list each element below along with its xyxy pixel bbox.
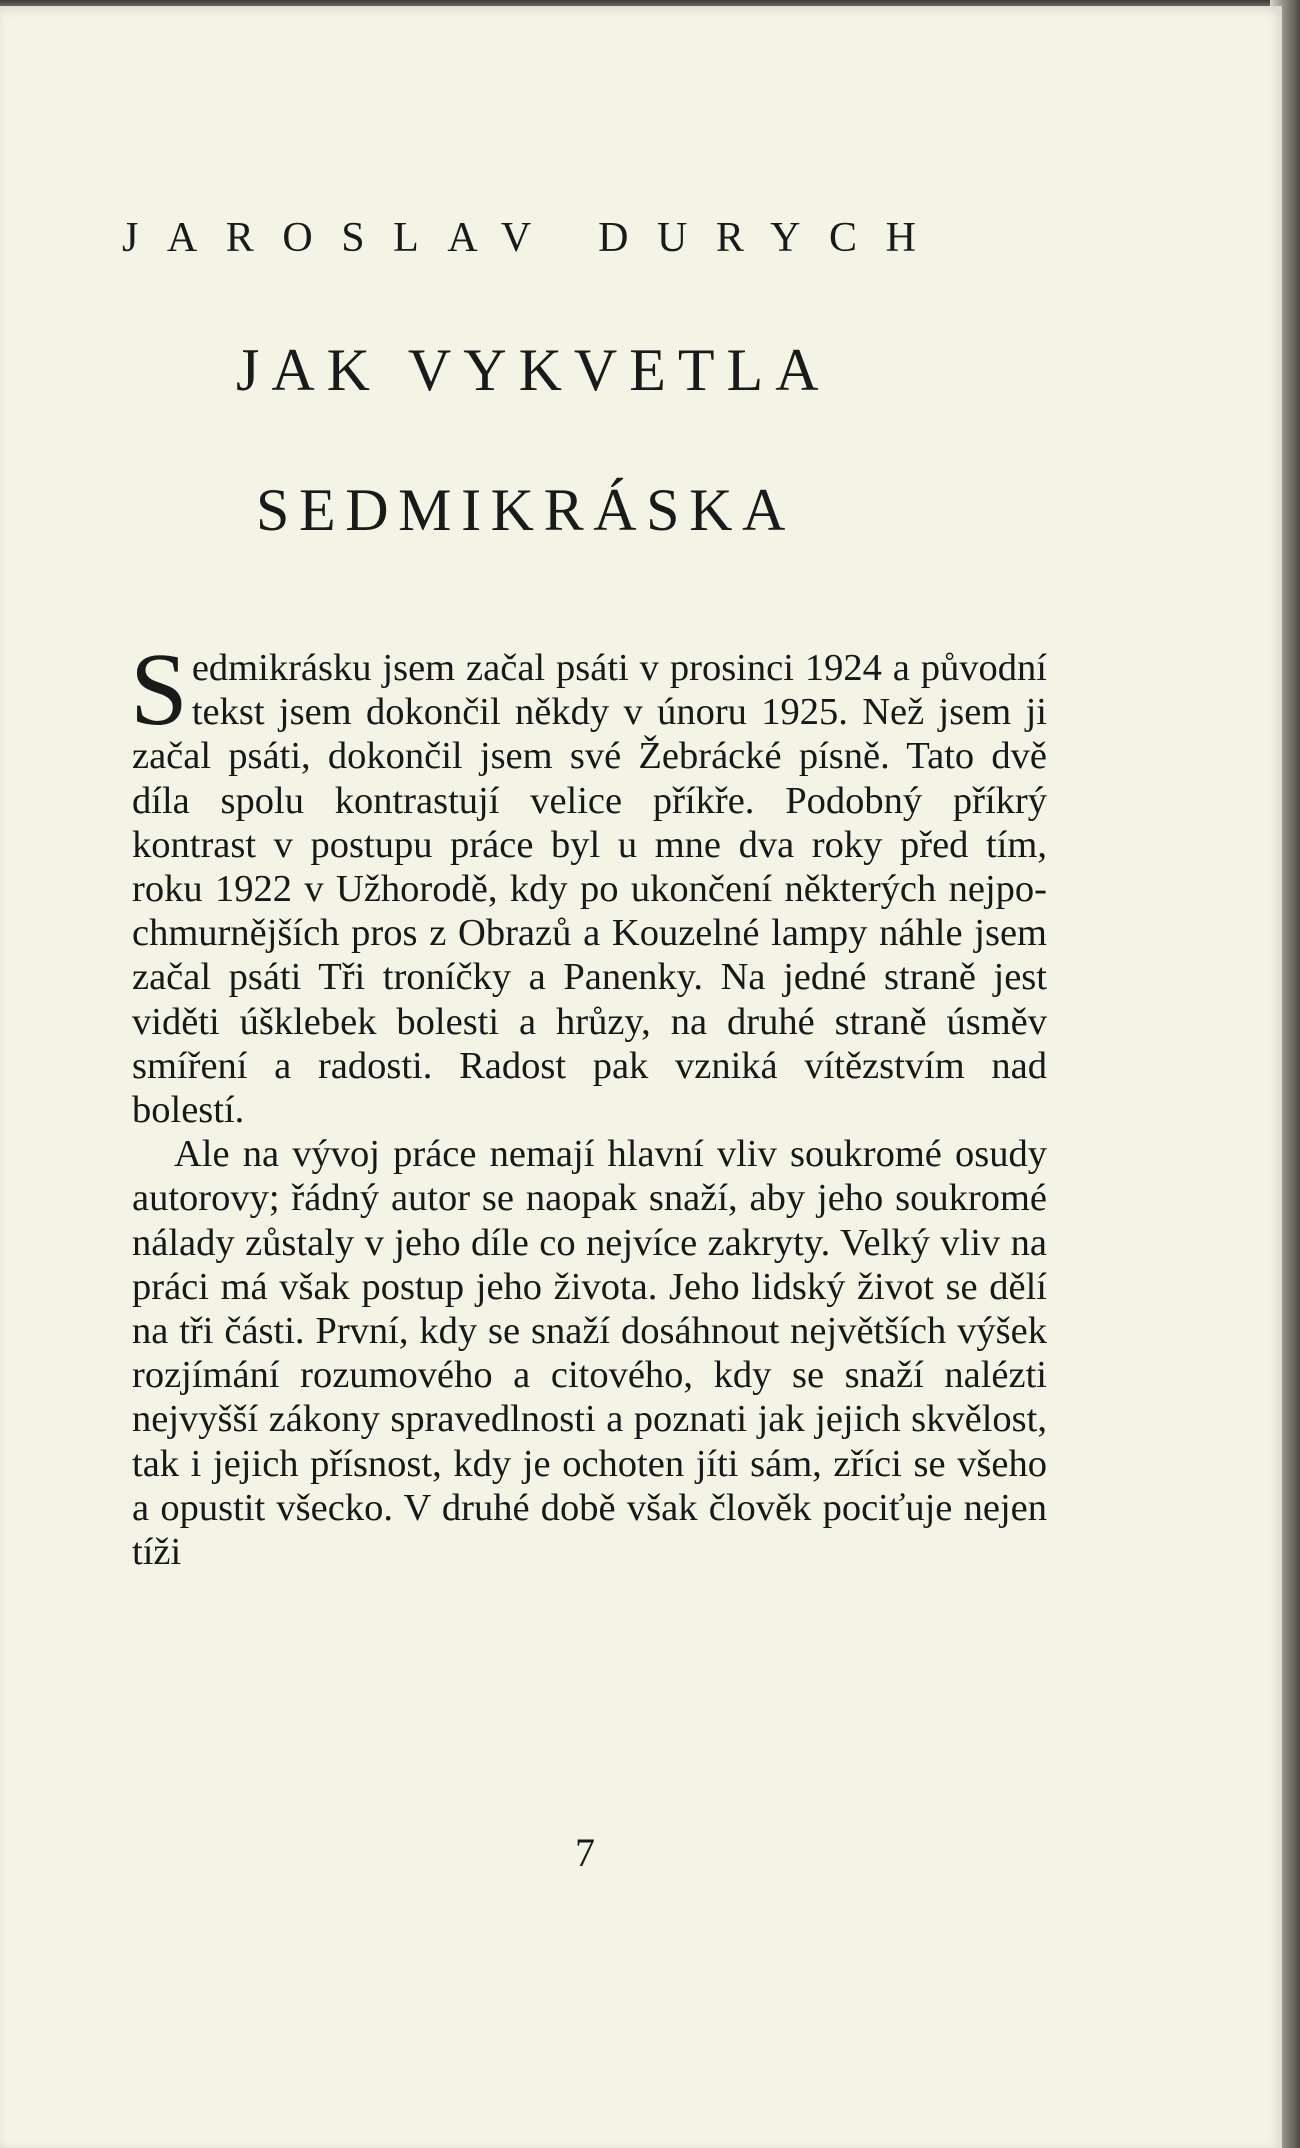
body-text [130, 632, 1047, 1574]
author-name: JAROSLAV DURYCH [122, 215, 945, 261]
paragraph-1 [130, 632, 1047, 1132]
paragraph-2: Ale na vývoj práce nemají hlavní vliv soukromé osudy autorovy; řádný autor se naopak snaží, aby jeho soukromé nálady zůstaly v jeho díle co nejvíce zakryty. Velký vliv na práci má však postup jeho života. Jeho lidský život se dělí na tři části. První, kdy se snaží dosáhnout největších výšek rozjímání rozumového a citového, kdy se snaží nalézti nejvyšší zákony spravedlnosti a poznati jak jejich skvělost, tak i jejich přísnost, kdy je ochoten jíti sám, zříci se všeho a opustit všecko. V druhé době však člověk pociťuje nejen tíži [132, 1133, 1047, 1574]
book-page [0, 6, 1282, 2148]
drop-cap: S [130, 632, 188, 747]
page-number: 7 [575, 1830, 595, 1875]
title-line-1: JAK VYKVETLA [236, 337, 831, 403]
paragraph-1-text: edmikrásku jsem začal psáti v prosinci 1924 a původní tekst jsem dokončil někdy v únoru 1925. Než jsem ji začal psáti, dokončil jsem své Žebrácké písně. Tato dvě díla spolu kontrastují velice příkře. Podobný příkrý kontrast v postupu práce byl u mne dva roky před tím, roku 1922 v Užhorodě, kdy po ukončení některých nejpochmurnějších pros z Obrazů a Kouzelné lampy náhle jsem začal psáti Tři troníčky a Panenky. Na jedné straně jest viděti úšklebek bolesti a hrůzy, na druhé straně úsměv smíření a radosti. Radost pak vzniká vítězstvím nad bolestí. [132, 647, 1047, 1132]
title-line-2: SEDMIKRÁSKA [256, 477, 795, 543]
